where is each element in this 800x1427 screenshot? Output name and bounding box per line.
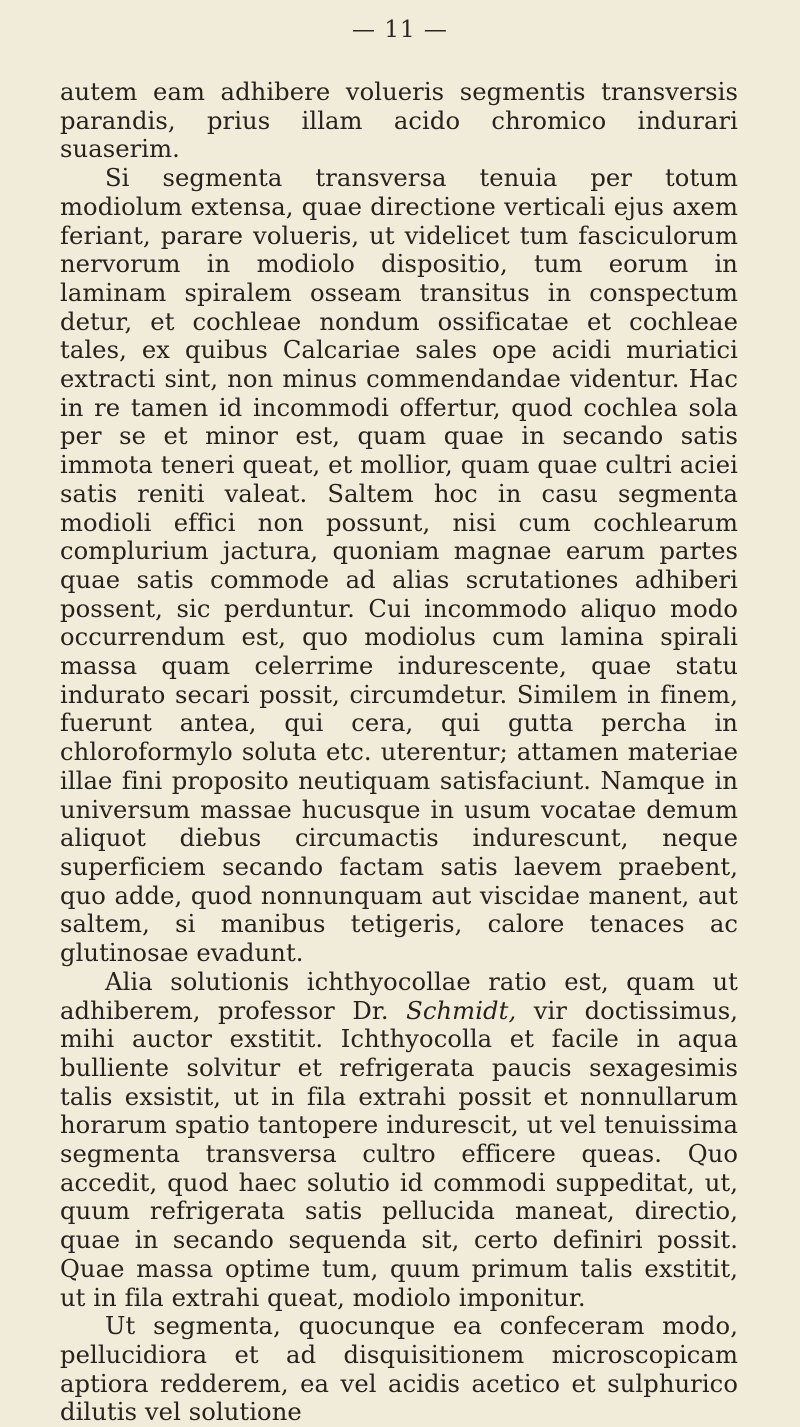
page-number: — 11 — — [352, 17, 448, 43]
paragraph-1: autem eam adhibere volueris segmentis transversis parandis, prius illam acido chromico indurari suaserim. — [60, 78, 738, 164]
body-text — [60, 78, 738, 1427]
paragraph-2: Si segmenta transversa tenuia per totum modiolum extensa, quae directione verticali ejus axem feriant, parare volueris, ut videlicet tum fasciculorum nervorum in modiolo dispositio, tum eorum in laminam spiralem osseam transitus in conspectum detur, et cochleae nondum ossificatae et cochleae tales, ex quibus Calcariae sales ope acidi muriatici extracti sint, non minus commendandae videntur. Hac in re tamen id incommodi offertur, quod cochlea sola per se et minor est, quam quae in secando satis immota teneri queat, et mollior, quam quae cultri aciei satis reniti valeat. Saltem hoc in casu segmenta modioli effici non possunt, nisi cum cochlearum complurium jactura, quoniam magnae earum partes quae satis commode ad alias scrutationes adhiberi possent, sic perduntur. Cui incommodo aliquo modo occurrendum est, quo modiolus cum lamina spirali massa quam celerrime indurescente, quae statu indurato secari possit, circumdetur. Similem in finem, fuerunt antea, qui cera, qui gutta percha in chloroformylo soluta etc. uterentur; attamen materiae illae fini proposito neutiquam satisfaciunt. Namque in universum massae hucusque in usum vocatae demum aliquot diebus circumactis indurescunt, neque superficiem secando factam satis laevem praebent, quo adde, quod nonnunquam aut viscidae manent, aut saltem, si manibus tetigeris, calore tenaces ac glutinosae evadunt. — [60, 164, 738, 968]
paragraph-3-text-end: vir doctissimus, mihi auctor exstitit. Ichthyocolla et facile in aqua bulliente solvitur et refrigerata paucis sexagesimis talis exsistit, ut in fila extrahi possit et nonnullarum horarum spatio tantopere indurescit, ut vel tenuissima segmenta transversa cultro efficere queas. Quo accedit, quod haec solutio id commodi suppeditat, ut, quum refrigerata satis pellucida maneat, directio, quae in secando sequenda sit, certo definiri possit. Quae massa optime tum, quum primum talis exstitit, ut in fila extrahi queat, modiolo imponitur. — [60, 996, 739, 1312]
author-name: Schmidt, — [406, 996, 517, 1025]
paragraph-4: Ut segmenta, quocunque ea confeceram modo, pellucidiora et ad disquisitionem microscopicam aptiora redderem, ea vel acidis acetico et sulphurico dilutis vel solutione — [60, 1312, 738, 1427]
paragraph-3 — [60, 968, 738, 1312]
paragraph-3-text-start: Alia solutionis ichthyocollae ratio est, quam ut adhiberem, professor Dr. — [60, 967, 738, 1025]
